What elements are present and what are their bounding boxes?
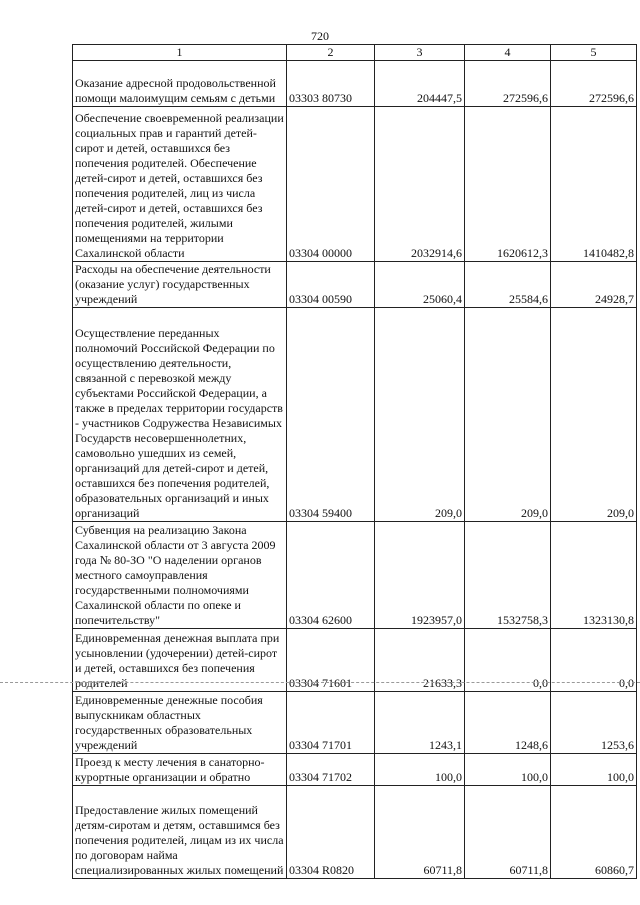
row-value-col4: 0,0: [465, 629, 551, 692]
row-value-col4: 1532758,3: [465, 522, 551, 629]
row-description: Предоставление жилых помещений детям-сиротам и детям, оставшимся без попечения родителей, лицам из их числа по договорам найма специализированных жилых помещений: [73, 786, 287, 879]
row-value-col5: 60860,7: [551, 786, 637, 879]
table-row: [73, 308, 637, 522]
row-value-col4: 1248,6: [465, 692, 551, 754]
row-value-col3: 204447,5: [375, 61, 465, 107]
header-col-4: 4: [465, 45, 551, 61]
row-value-col3: 2032914,6: [375, 107, 465, 262]
budget-table: [72, 44, 637, 879]
page-number: 720: [311, 29, 329, 43]
row-description: Единовременные денежные пособия выпускникам областных государственных образовательных учреждений: [73, 692, 287, 754]
row-code: 03304 62600: [287, 522, 375, 629]
row-value-col5: 209,0: [551, 308, 637, 522]
row-description: Оказание адресной продовольственной помощи малоимущим семьям с детьми: [73, 61, 287, 107]
row-value-col4: 60711,8: [465, 786, 551, 879]
row-description: Обеспечение своевременной реализации социальных прав и гарантий детей-сирот и детей, оставшихся без попечения родителей. Обеспечение детей-сирот и детей, оставшихся без попечения родителей, лиц из числа детей-сирот и детей, оставшихся без попечения родителей, жилыми помещениями на территории Сахалинской области: [73, 107, 287, 262]
row-value-col5: 1253,6: [551, 692, 637, 754]
row-code: 03304 R0820: [287, 786, 375, 879]
row-code: 03304 00000: [287, 107, 375, 262]
header-row: [73, 45, 637, 61]
row-code: 03304 59400: [287, 308, 375, 522]
row-description: Субвенция на реализацию Закона Сахалинской области от 3 августа 2009 года № 80-ЗО "О наделении органов местного самоуправления государственными полномочиями Сахалинской области по опеке и попечительству": [73, 522, 287, 629]
row-value-col3: 209,0: [375, 308, 465, 522]
table-row: [73, 692, 637, 754]
row-value-col3: 1243,1: [375, 692, 465, 754]
row-value-col5: 1410482,8: [551, 107, 637, 262]
row-value-col3: 1923957,0: [375, 522, 465, 629]
table-row: [73, 262, 637, 308]
table-row: [73, 754, 637, 786]
row-value-col4: 100,0: [465, 754, 551, 786]
row-code: 03304 71702: [287, 754, 375, 786]
row-value-col4: 25584,6: [465, 262, 551, 308]
row-value-col3: 25060,4: [375, 262, 465, 308]
table-row: [73, 522, 637, 629]
header-col-5: 5: [551, 45, 637, 61]
table-row: [73, 61, 637, 107]
table-row: [73, 786, 637, 879]
row-description: Проезд к месту лечения в санаторно-курортные организации и обратно: [73, 754, 287, 786]
row-value-col3: 21633,3: [375, 629, 465, 692]
row-value-col3: 60711,8: [375, 786, 465, 879]
row-value-col5: 100,0: [551, 754, 637, 786]
header-col-1: 1: [73, 45, 287, 61]
table-body: [73, 61, 637, 879]
header-col-2: 2: [287, 45, 375, 61]
row-code: 03304 71601: [287, 629, 375, 692]
row-code: 03304 71701: [287, 692, 375, 754]
row-value-col5: 24928,7: [551, 262, 637, 308]
row-value-col4: 1620612,3: [465, 107, 551, 262]
row-value-col3: 100,0: [375, 754, 465, 786]
scan-artifact-line: [0, 682, 640, 683]
table-header: [73, 45, 637, 61]
row-value-col5: 1323130,8: [551, 522, 637, 629]
row-value-col5: 272596,6: [551, 61, 637, 107]
row-description: Расходы на обеспечение деятельности (оказание услуг) государственных учреждений: [73, 262, 287, 308]
row-code: 03304 00590: [287, 262, 375, 308]
table-row: [73, 107, 637, 262]
row-description: Осуществление переданных полномочий Российской Федерации по осуществлению деятельности, связанной с перевозкой между субъектами Российской Федерации, а также в пределах территории государств - участников Содружества Независимых Государств несовершеннолетних, самовольно ушедших из семей, организаций для детей-сирот и детей, оставшихся без попечения родителей, образовательных организаций и иных организаций: [73, 308, 287, 522]
row-code: 03303 80730: [287, 61, 375, 107]
row-value-col4: 209,0: [465, 308, 551, 522]
row-description: Единовременная денежная выплата при усыновлении (удочерении) детей-сирот и детей, оставшихся без попечения родителей: [73, 629, 287, 692]
header-col-3: 3: [375, 45, 465, 61]
row-value-col5: 0,0: [551, 629, 637, 692]
row-value-col4: 272596,6: [465, 61, 551, 107]
